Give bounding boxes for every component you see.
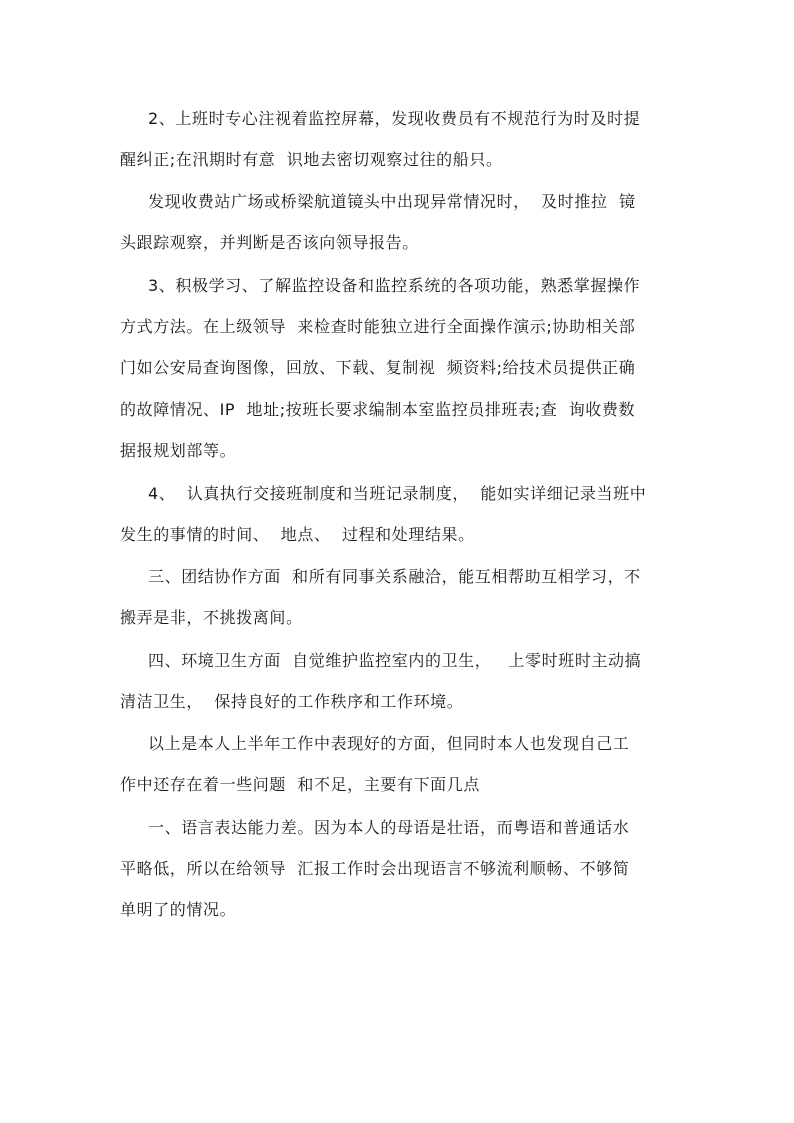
- text-line: 2、上班时专心注视着监控屏幕，发现收费员有不规范行为时及时提: [148, 109, 641, 128]
- text-line: 方式方法。在上级领导 来检查时能独立进行全面操作演示;协助相关部: [120, 317, 636, 336]
- text-line: 4、 认真执行交接班制度和当班记录制度， 能如实详细记录当班中: [148, 484, 647, 503]
- text-line: 3、积极学习、了解监控设备和监控系统的各项功能，熟悉掌握操作: [148, 276, 641, 295]
- text-line: 三、团结协作方面 和所有同事关系融洽，能互相帮助互相学习，不: [148, 567, 641, 586]
- text-line: 一、语言表达能力差。因为本人的母语是壮语，而粤语和普通话水: [148, 818, 630, 837]
- text-line: 清洁卫生， 保持良好的工作秩序和工作环境。: [120, 692, 464, 711]
- text-line: 发现收费站广场或桥梁航道镜头中出现异常情况时， 及时推拉 镜: [148, 192, 636, 211]
- text-line: 的故障情况、IP 地址;按班长要求编制本室监控员排班表;查 询收费数: [120, 400, 636, 419]
- text-line: 门如公安局查询图像，回放、下载、复制视 频资料;给技术员提供正确: [120, 358, 636, 377]
- text-line: 单明了的情况。: [120, 900, 237, 919]
- text-line: 据报规划部等。: [120, 441, 237, 460]
- text-line: 四、环境卫生方面 自觉维护监控室内的卫生， 上零时班时主动搞: [148, 651, 642, 670]
- text-line: 醒纠正;在汛期时有意 识地去密切观察过往的船只。: [120, 150, 503, 169]
- text-line: 发生的事情的时间、 地点、 过程和处理结果。: [120, 525, 475, 544]
- text-line: 搬弄是非，不挑拨离间。: [120, 608, 303, 627]
- text-line: 以上是本人上半年工作中表现好的方面，但同时本人也发现自己工: [148, 734, 630, 753]
- text-line: 头跟踪观察，并判断是否该向领导报告。: [120, 233, 419, 252]
- text-line: 作中还存在着一些问题 和不足，主要有下面几点: [120, 775, 480, 794]
- text-line: 平略低，所以在给领导 汇报工作时会出现语言不够流利顺畅、不够简: [120, 859, 630, 878]
